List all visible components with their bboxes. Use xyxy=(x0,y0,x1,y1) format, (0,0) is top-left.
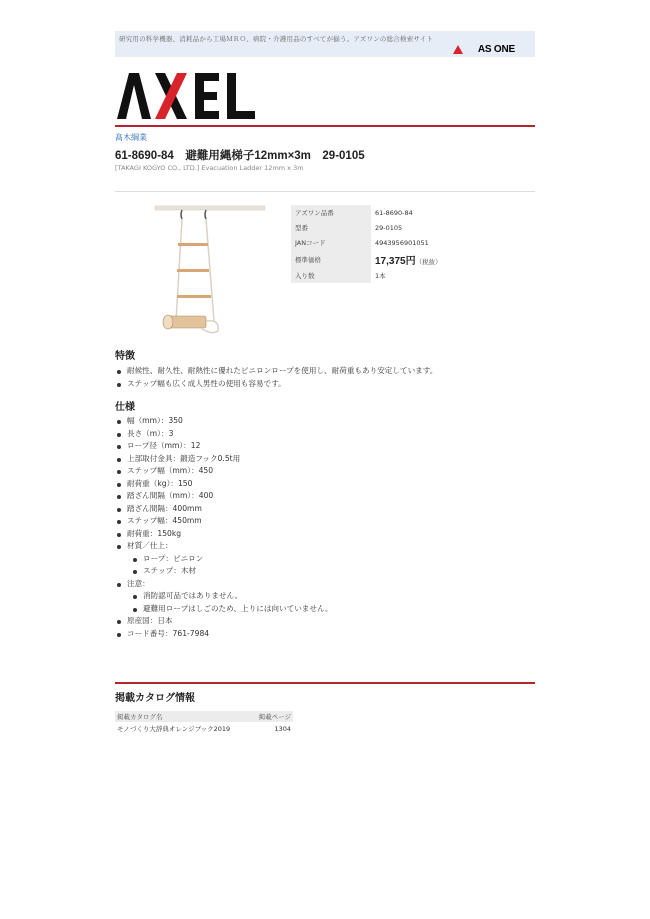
catalog-col-page: 掲載ページ xyxy=(249,711,293,722)
spec-row-price xyxy=(291,250,454,268)
list-item: 材質／仕上： xyxy=(115,540,333,553)
spec-key: 型番 xyxy=(291,220,371,235)
spec-value: 29-0105 xyxy=(375,223,403,232)
price-tax-note: （税抜） xyxy=(415,257,442,266)
catalog-col-name: 掲載カタログ名 xyxy=(115,711,249,722)
price-value: 17,375円 xyxy=(375,255,416,267)
list-subitem: ロープ：ビニロン xyxy=(115,553,333,566)
list-item: ロープ径（mm）：12 xyxy=(115,440,333,453)
specs-heading: 仕様 xyxy=(115,402,135,413)
specs-list xyxy=(115,415,333,640)
list-item: 踏ざん間隔：400mm xyxy=(115,503,333,516)
list-item: 幅（mm）：350 xyxy=(115,415,333,428)
list-item: ステップ幅も広く成人男性の使用も容易です。 xyxy=(115,378,437,391)
maker-name[interactable]: 髙木綱業 xyxy=(115,133,147,142)
spec-key: アズワン品番 xyxy=(291,205,371,220)
spec-row xyxy=(291,268,454,283)
list-item: 注意： xyxy=(115,578,333,591)
list-item: コード番号：761-7984 xyxy=(115,628,333,641)
spec-row xyxy=(291,235,454,250)
product-spec-table xyxy=(291,205,454,283)
list-subitem: 避難用ロープはしごのため、上りには向いていません。 xyxy=(115,603,333,616)
axel-brand-logo xyxy=(115,69,265,121)
list-item: 耐荷重：150kg xyxy=(115,528,333,541)
list-item: 上部取付金具：鍛造フック0.5t用 xyxy=(115,453,333,466)
list-subitem: ステップ：木材 xyxy=(115,565,333,578)
spec-key: 入り数 xyxy=(291,268,371,283)
site-tagline: 研究用の科学機器、消耗品から工場ＭＲＯ、病院・介護用品のすべてが揃う。アズワンの総合検索サイト xyxy=(119,35,434,43)
catalog-header-row xyxy=(115,711,293,722)
spec-row xyxy=(291,220,454,235)
price-cell xyxy=(371,250,454,268)
list-item: 耐候性、耐久性、耐熱性に優れたビニロンロープを使用し、耐荷重もあり安定しています。 xyxy=(115,365,437,378)
list-item: ステップ幅（mm）：450 xyxy=(115,465,333,478)
spec-value: 61-8690-84 xyxy=(375,208,413,217)
product-subtitle: [TAKAGI KOGYO CO., LTD.] Evacuation Ladder 12mm x 3m xyxy=(115,164,304,172)
list-item: 耐荷重（kg）：150 xyxy=(115,478,333,491)
rope-ladder-illustration-icon xyxy=(150,201,270,341)
list-item: 原産国：日本 xyxy=(115,615,333,628)
catalog-divider xyxy=(115,682,535,684)
table-row xyxy=(115,722,293,735)
spec-row xyxy=(291,205,454,220)
page xyxy=(115,31,535,733)
spec-value: 1本 xyxy=(375,272,386,280)
spec-value: 4943956901051 xyxy=(375,238,429,247)
features-heading: 特徴 xyxy=(115,351,135,362)
list-item: 踏ざん間隔（mm）：400 xyxy=(115,490,333,503)
catalog-heading: 掲載カタログ情報 xyxy=(115,693,195,704)
list-item: 長さ（m）：3 xyxy=(115,428,333,441)
as-one-logo-mark-icon xyxy=(453,45,463,54)
features-list xyxy=(115,365,437,390)
product-title: 61-8690-84 避難用縄梯子12mm×3m 29-0105 xyxy=(115,150,365,162)
spec-key: 標準価格 xyxy=(291,250,371,268)
catalog-page: 1304 xyxy=(274,724,291,733)
title-divider xyxy=(115,191,535,192)
list-subitem: 消防認可品ではありません。 xyxy=(115,590,333,603)
header-divider xyxy=(115,125,535,127)
list-item: ステップ幅：450mm xyxy=(115,515,333,528)
as-one-logo[interactable]: AS ONE xyxy=(477,44,515,55)
catalog-name: モノづくり大辞典オレンジブック2019 xyxy=(117,725,231,733)
spec-key: JANコード xyxy=(291,235,371,250)
catalog-table xyxy=(115,711,293,735)
site-header xyxy=(115,31,535,57)
